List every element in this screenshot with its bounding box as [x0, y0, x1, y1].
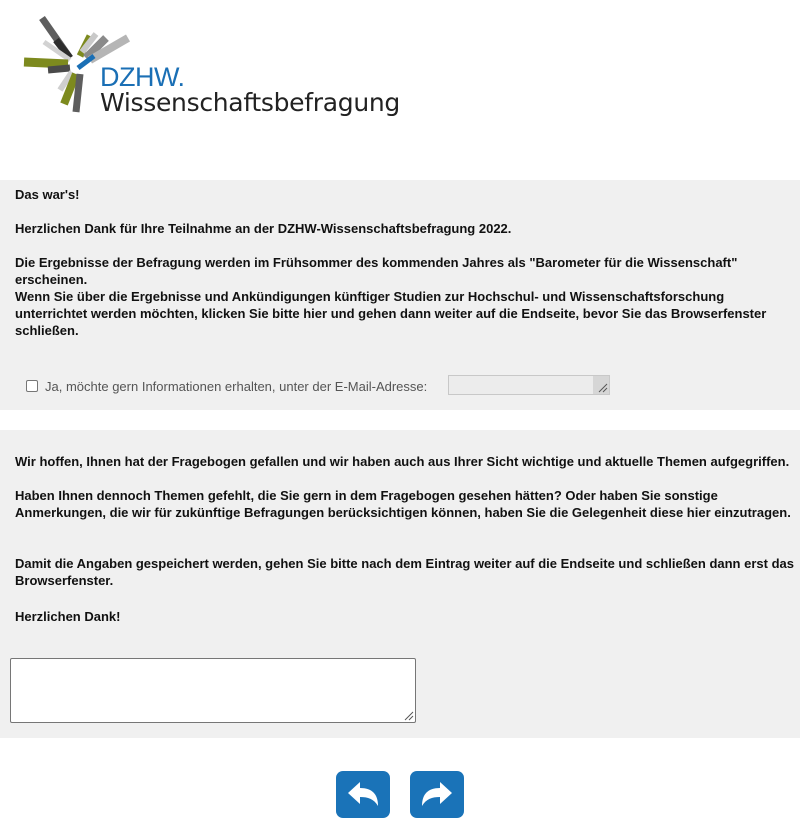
end-message-panel — [0, 180, 800, 410]
resize-grip-icon[interactable] — [404, 711, 414, 721]
next-button[interactable] — [410, 771, 464, 818]
logo-subtitle-text: Wissenschaftsbefragung — [100, 88, 400, 117]
feedback-panel — [0, 430, 800, 738]
thanks-text: Herzlichen Dank für Ihre Teilnahme an der DZHW-Wissenschaftsbefragung 2022. — [15, 221, 512, 236]
back-button[interactable] — [336, 771, 390, 818]
consent-row — [26, 376, 427, 396]
consent-checkbox[interactable] — [26, 380, 38, 392]
arrow-back-icon — [343, 778, 383, 812]
end-title: Das war's! — [15, 187, 80, 202]
closing-text: Herzlichen Dank! — [15, 609, 121, 624]
dzhw-logo — [20, 12, 400, 122]
email-resize-handle[interactable] — [593, 376, 609, 394]
logo-brand-text: DZHW. — [100, 62, 185, 92]
save-note-text: Damit die Angaben gespeichert werden, gehen Sie bitte nach dem Eintrag weiter auf die Endseite und schließen dann erst das Browserfenster. — [15, 556, 794, 588]
resize-grip-icon — [598, 383, 608, 393]
feedback-intro-text: Wir hoffen, Ihnen hat der Fragebogen gefallen und wir haben auch aus Ihrer Sicht wichtige und aktuelle Themen aufgegriffen. — [15, 454, 790, 469]
consent-label: Ja, möchte gern Informationen erhalten, unter der E-Mail-Adresse: — [45, 378, 428, 394]
email-field[interactable] — [448, 375, 610, 395]
feedback-question-text: Haben Ihnen dennoch Themen gefehlt, die Sie gern in dem Fragebogen gesehen hätten? Oder haben Sie sonstige Anmerkungen, die wir für zukünftige Befragungen berücksichtigen können, haben Sie die Gelegenheit diese hier einzutragen. — [15, 488, 791, 520]
results-info-text: Die Ergebnisse der Befragung werden im Frühsommer des kommenden Jahres als "Barometer für die Wissenschaft" erscheinen. — [15, 255, 738, 287]
notify-info-text: Wenn Sie über die Ergebnisse und Ankündigungen künftiger Studien zur Hochschul- und Wissenschaftsforschung unterrichtet werden möchten, klicken Sie bitte hier und gehen dann weiter auf die Endseite, bevor Sie das Browserfenster schließen. — [15, 289, 767, 338]
arrow-forward-icon — [417, 778, 457, 812]
comment-textarea[interactable] — [10, 658, 416, 723]
